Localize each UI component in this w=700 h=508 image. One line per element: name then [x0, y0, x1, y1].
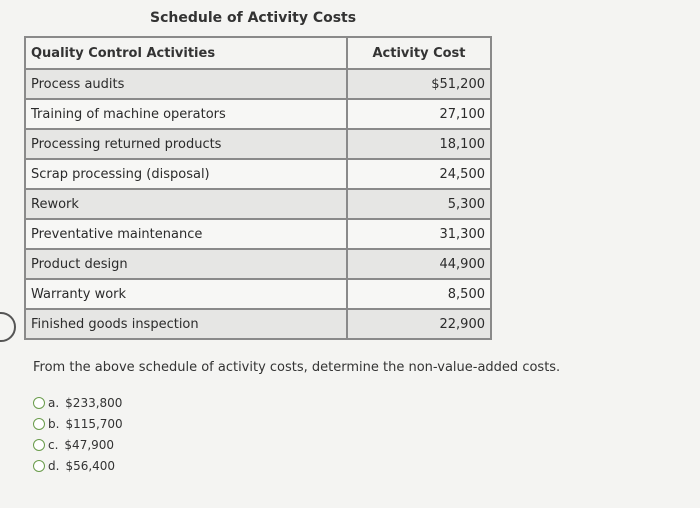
activity-cell: Training of machine operators	[25, 99, 347, 129]
option-letter: a.	[48, 395, 60, 410]
activity-cell: Product design	[25, 249, 347, 279]
cost-cell: 8,500	[347, 279, 491, 309]
partial-circle-icon	[0, 312, 16, 342]
schedule-title: Schedule of Activity Costs	[150, 10, 357, 26]
option-text: $47,900	[64, 437, 115, 452]
table-row	[25, 219, 491, 249]
activity-cell: Rework	[25, 189, 347, 219]
activity-cell: Processing returned products	[25, 129, 347, 159]
radio-button-icon[interactable]	[33, 397, 45, 409]
question-text: From the above schedule of activity costs, determine the non-value-added costs.	[33, 360, 561, 375]
option-letter: d.	[48, 458, 60, 473]
radio-button-icon[interactable]	[33, 418, 45, 430]
cost-cell: 18,100	[347, 129, 491, 159]
cost-cell: 44,900	[347, 249, 491, 279]
answer-options	[33, 392, 123, 476]
cost-cell: 27,100	[347, 99, 491, 129]
radio-button-icon[interactable]	[33, 439, 45, 451]
option-c[interactable]	[33, 434, 123, 455]
header-activity: Quality Control Activities	[25, 37, 347, 69]
table-row	[25, 249, 491, 279]
activity-cell: Scrap processing (disposal)	[25, 159, 347, 189]
cost-cell: 5,300	[347, 189, 491, 219]
option-b[interactable]	[33, 413, 123, 434]
option-a[interactable]	[33, 392, 123, 413]
option-text: $233,800	[65, 395, 123, 410]
table-row	[25, 99, 491, 129]
table-row	[25, 279, 491, 309]
cost-cell: 22,900	[347, 309, 491, 339]
option-letter: b.	[48, 416, 60, 431]
activity-cell: Finished goods inspection	[25, 309, 347, 339]
table-row	[25, 309, 491, 339]
table-header-row	[25, 37, 491, 69]
activity-cost-table	[24, 36, 492, 340]
option-text: $115,700	[65, 416, 123, 431]
radio-button-icon[interactable]	[33, 460, 45, 472]
activity-cell: Warranty work	[25, 279, 347, 309]
activity-cell: Process audits	[25, 69, 347, 99]
activity-cell: Preventative maintenance	[25, 219, 347, 249]
option-text: $56,400	[65, 458, 116, 473]
table-row	[25, 189, 491, 219]
table-row	[25, 69, 491, 99]
option-letter: c.	[48, 437, 59, 452]
header-cost: Activity Cost	[347, 37, 491, 69]
option-d[interactable]	[33, 455, 123, 476]
table-row	[25, 129, 491, 159]
cost-cell: 24,500	[347, 159, 491, 189]
cost-cell: $51,200	[347, 69, 491, 99]
cost-cell: 31,300	[347, 219, 491, 249]
table-row	[25, 159, 491, 189]
